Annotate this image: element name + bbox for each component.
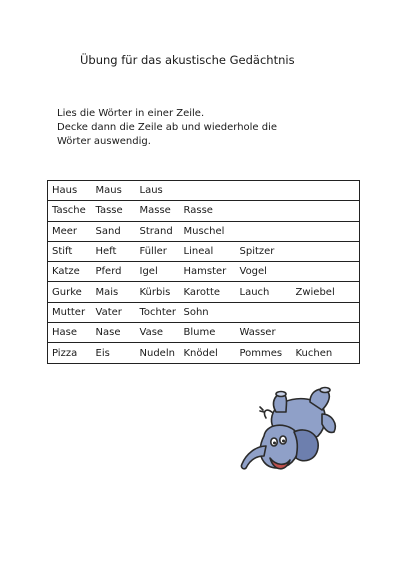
word-cell	[236, 221, 292, 241]
word-cell: Pommes	[236, 343, 292, 363]
word-cell: Maus	[92, 181, 136, 201]
word-cell: Karotte	[180, 282, 236, 302]
word-row	[48, 201, 360, 221]
word-cell: Tasse	[92, 201, 136, 221]
word-row	[48, 323, 360, 343]
word-cell: Sohn	[180, 302, 236, 322]
word-cell	[236, 181, 292, 201]
word-cell: Pizza	[48, 343, 92, 363]
word-cell: Stift	[48, 241, 92, 261]
word-cell: Nudeln	[136, 343, 180, 363]
word-cell	[236, 302, 292, 322]
word-cell: Mutter	[48, 302, 92, 322]
word-cell: Heft	[92, 241, 136, 261]
word-cell: Lineal	[180, 241, 236, 261]
word-cell	[292, 262, 360, 282]
word-row	[48, 181, 360, 201]
word-cell	[292, 201, 360, 221]
word-row	[48, 262, 360, 282]
word-row	[48, 282, 360, 302]
word-cell: Vogel	[236, 262, 292, 282]
instruction-line: Decke dann die Zeile ab und wiederhole die	[57, 122, 278, 133]
word-cell: Haus	[48, 181, 92, 201]
instruction-line: Wörter auswendig.	[57, 136, 151, 147]
word-cell	[292, 302, 360, 322]
word-row	[48, 302, 360, 322]
word-cell	[236, 201, 292, 221]
word-cell: Laus	[136, 181, 180, 201]
word-cell: Zwiebel	[292, 282, 360, 302]
word-cell: Pferd	[92, 262, 136, 282]
word-cell: Masse	[136, 201, 180, 221]
page-title: Übung für das akustische Gedächtnis	[80, 53, 295, 67]
word-cell: Sand	[92, 221, 136, 241]
word-cell	[292, 323, 360, 343]
word-cell: Muschel	[180, 221, 236, 241]
word-cell: Hase	[48, 323, 92, 343]
word-cell: Nase	[92, 323, 136, 343]
word-row	[48, 343, 360, 363]
word-cell	[292, 181, 360, 201]
elephant-icon	[236, 384, 341, 494]
word-cell: Katze	[48, 262, 92, 282]
word-table	[47, 180, 360, 364]
word-cell: Wasser	[236, 323, 292, 343]
word-cell: Mais	[92, 282, 136, 302]
word-cell: Lauch	[236, 282, 292, 302]
word-cell: Hamster	[180, 262, 236, 282]
word-cell: Tasche	[48, 201, 92, 221]
word-cell: Strand	[136, 221, 180, 241]
word-cell: Igel	[136, 262, 180, 282]
word-cell	[180, 181, 236, 201]
word-cell: Füller	[136, 241, 180, 261]
word-cell: Vase	[136, 323, 180, 343]
instruction-line: Lies die Wörter in einer Zeile.	[57, 108, 205, 119]
word-cell	[292, 221, 360, 241]
word-row	[48, 241, 360, 261]
word-cell: Vater	[92, 302, 136, 322]
word-cell: Kürbis	[136, 282, 180, 302]
word-cell: Rasse	[180, 201, 236, 221]
word-cell: Blume	[180, 323, 236, 343]
word-cell: Gurke	[48, 282, 92, 302]
word-row	[48, 221, 360, 241]
word-cell: Knödel	[180, 343, 236, 363]
word-cell: Spitzer	[236, 241, 292, 261]
word-cell: Tochter	[136, 302, 180, 322]
word-cell: Meer	[48, 221, 92, 241]
instructions	[57, 107, 317, 149]
word-cell: Eis	[92, 343, 136, 363]
word-cell	[292, 241, 360, 261]
word-cell: Kuchen	[292, 343, 360, 363]
